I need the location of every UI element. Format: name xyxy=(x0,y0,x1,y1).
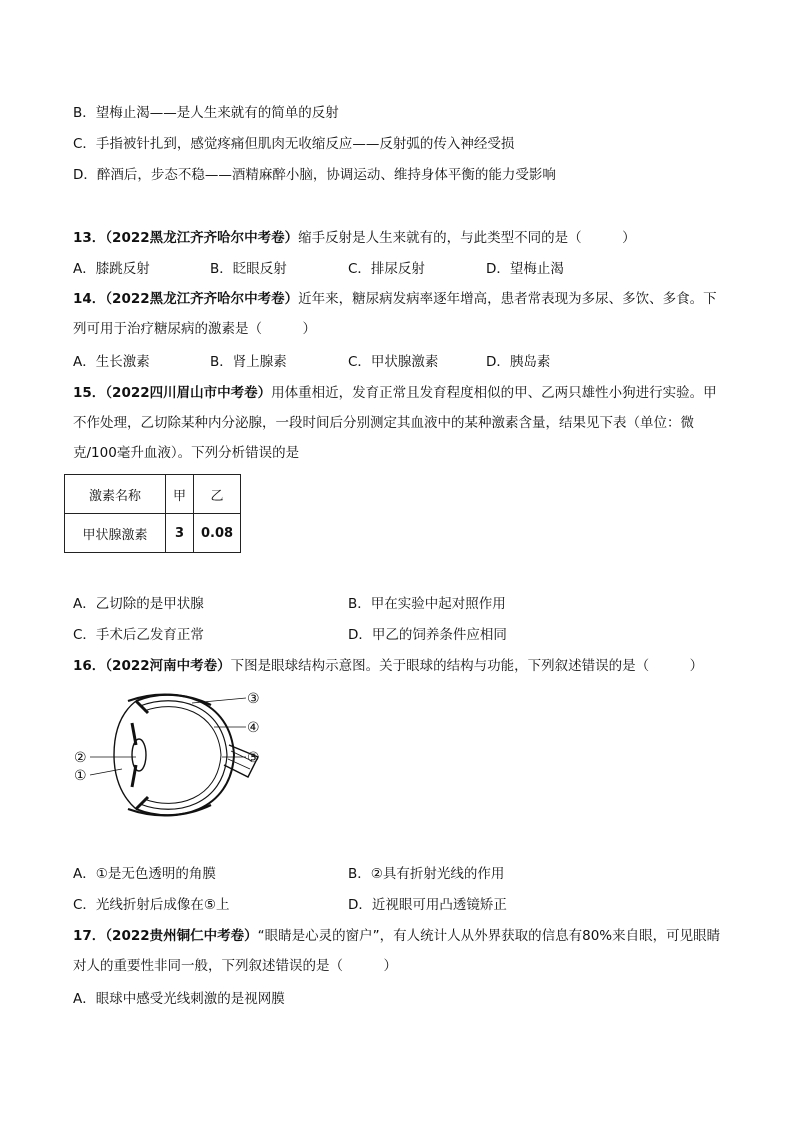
q13-stem xyxy=(73,229,636,247)
q16-option-b: B．②具有折射光线的作用 xyxy=(348,866,505,882)
sclera-outline xyxy=(136,695,234,815)
q15-source: （2022四川眉山市中考卷） xyxy=(105,385,272,401)
q13-option-c: C．排尿反射 xyxy=(348,261,425,277)
label-4: ④ xyxy=(247,720,260,736)
q17-stem xyxy=(73,921,723,981)
table-cell: 3 xyxy=(166,514,194,553)
label-2: ② xyxy=(74,750,87,766)
q14-option-b: B．肾上腺素 xyxy=(210,354,287,370)
q13-option-b: B．眨眼反射 xyxy=(210,261,287,277)
q16-option-a: A．①是无色透明的角膜 xyxy=(73,866,216,882)
q16-stem xyxy=(73,657,703,675)
q12-option-b: B．望梅止渴——是人生来就有的简单的反射 xyxy=(73,105,339,121)
q15-option-b: B．甲在实验中起对照作用 xyxy=(348,596,506,612)
q14-option-c: C．甲状腺激素 xyxy=(348,354,439,370)
q16-number: 16． xyxy=(73,658,106,674)
q14-stem xyxy=(73,284,723,344)
table-cell: 0.08 xyxy=(194,514,241,553)
q15-text: 用体重相近，发育正常且发育程度相似的甲、乙两只雄性小狗进行实验。甲不作处理，乙切除某种内分泌腺，一段时间后分别测定其血液中的某种激素含量，结果见下表（单位：微克/100毫升血液）。下列分析错误的是 xyxy=(73,385,717,461)
q15-option-a: A．乙切除的是甲状腺 xyxy=(73,596,204,612)
q15-option-d: D．甲乙的饲养条件应相同 xyxy=(348,627,507,643)
q13-option-d: D．望梅止渴 xyxy=(486,261,564,277)
q14-option-a: A．生长激素 xyxy=(73,354,150,370)
table-header-row xyxy=(65,475,241,514)
q17-text: “眼睛是心灵的窗户”，有人统计人从外界获取的信息有80%来自眼，可见眼睛对人的重要性非同一般，下列叙述错误的是（ ） xyxy=(73,928,721,974)
retina-outline xyxy=(144,707,221,804)
choroid-outline xyxy=(140,701,227,810)
q16-source: （2022河南中考卷） xyxy=(105,658,231,674)
q16-text: 下图是眼球结构示意图。关于眼球的结构与功能，下列叙述错误的是（ ） xyxy=(230,658,704,674)
eyeball-diagram xyxy=(66,685,286,825)
label-1: ① xyxy=(74,768,87,784)
q17-source: （2022贵州铜仁中考卷） xyxy=(105,928,258,944)
q14-text: 近年来，糖尿病发病率逐年增高，患者常表现为多尿、多饮、多食。下列可用于治疗糖尿病的激素是（ ） xyxy=(73,291,717,337)
hormone-table xyxy=(64,474,241,553)
q12-option-d: D．醉酒后，步态不稳——酒精麻醉小脑，协调运动、维持身体平衡的能力受影响 xyxy=(73,167,556,183)
q15-number: 15． xyxy=(73,385,106,401)
table-header-cell: 甲 xyxy=(166,475,194,514)
q14-number: 14． xyxy=(73,291,106,307)
q13-source: （2022黑龙江齐齐哈尔中考卷） xyxy=(105,230,299,246)
q13-number: 13． xyxy=(73,230,106,246)
q13-text: 缩手反射是人生来就有的，与此类型不同的是（ ） xyxy=(298,230,636,246)
q13-option-a: A．膝跳反射 xyxy=(73,261,150,277)
table-header-cell: 乙 xyxy=(194,475,241,514)
q12-option-c: C．手指被针扎到，感觉疼痛但肌肉无收缩反应——反射弧的传入神经受损 xyxy=(73,136,515,152)
q14-source: （2022黑龙江齐齐哈尔中考卷） xyxy=(105,291,299,307)
q15-option-c: C．手术后乙发育正常 xyxy=(73,627,204,643)
q17-number: 17． xyxy=(73,928,106,944)
label-5: ⑤ xyxy=(247,750,260,766)
label-3: ③ xyxy=(247,691,260,707)
table-cell: 甲状腺激素 xyxy=(65,514,166,553)
q16-option-c: C．光线折射后成像在⑤上 xyxy=(73,897,230,913)
q16-option-d: D．近视眼可用凸透镜矫正 xyxy=(348,897,507,913)
table-row xyxy=(65,514,241,553)
lens-shape xyxy=(132,739,146,771)
q17-option-a: A．眼球中感受光线刺激的是视网膜 xyxy=(73,991,285,1007)
q15-stem xyxy=(73,378,723,468)
label-1-leader xyxy=(90,769,122,775)
table-header-cell: 激素名称 xyxy=(65,475,166,514)
q14-option-d: D．胰岛素 xyxy=(486,354,551,370)
